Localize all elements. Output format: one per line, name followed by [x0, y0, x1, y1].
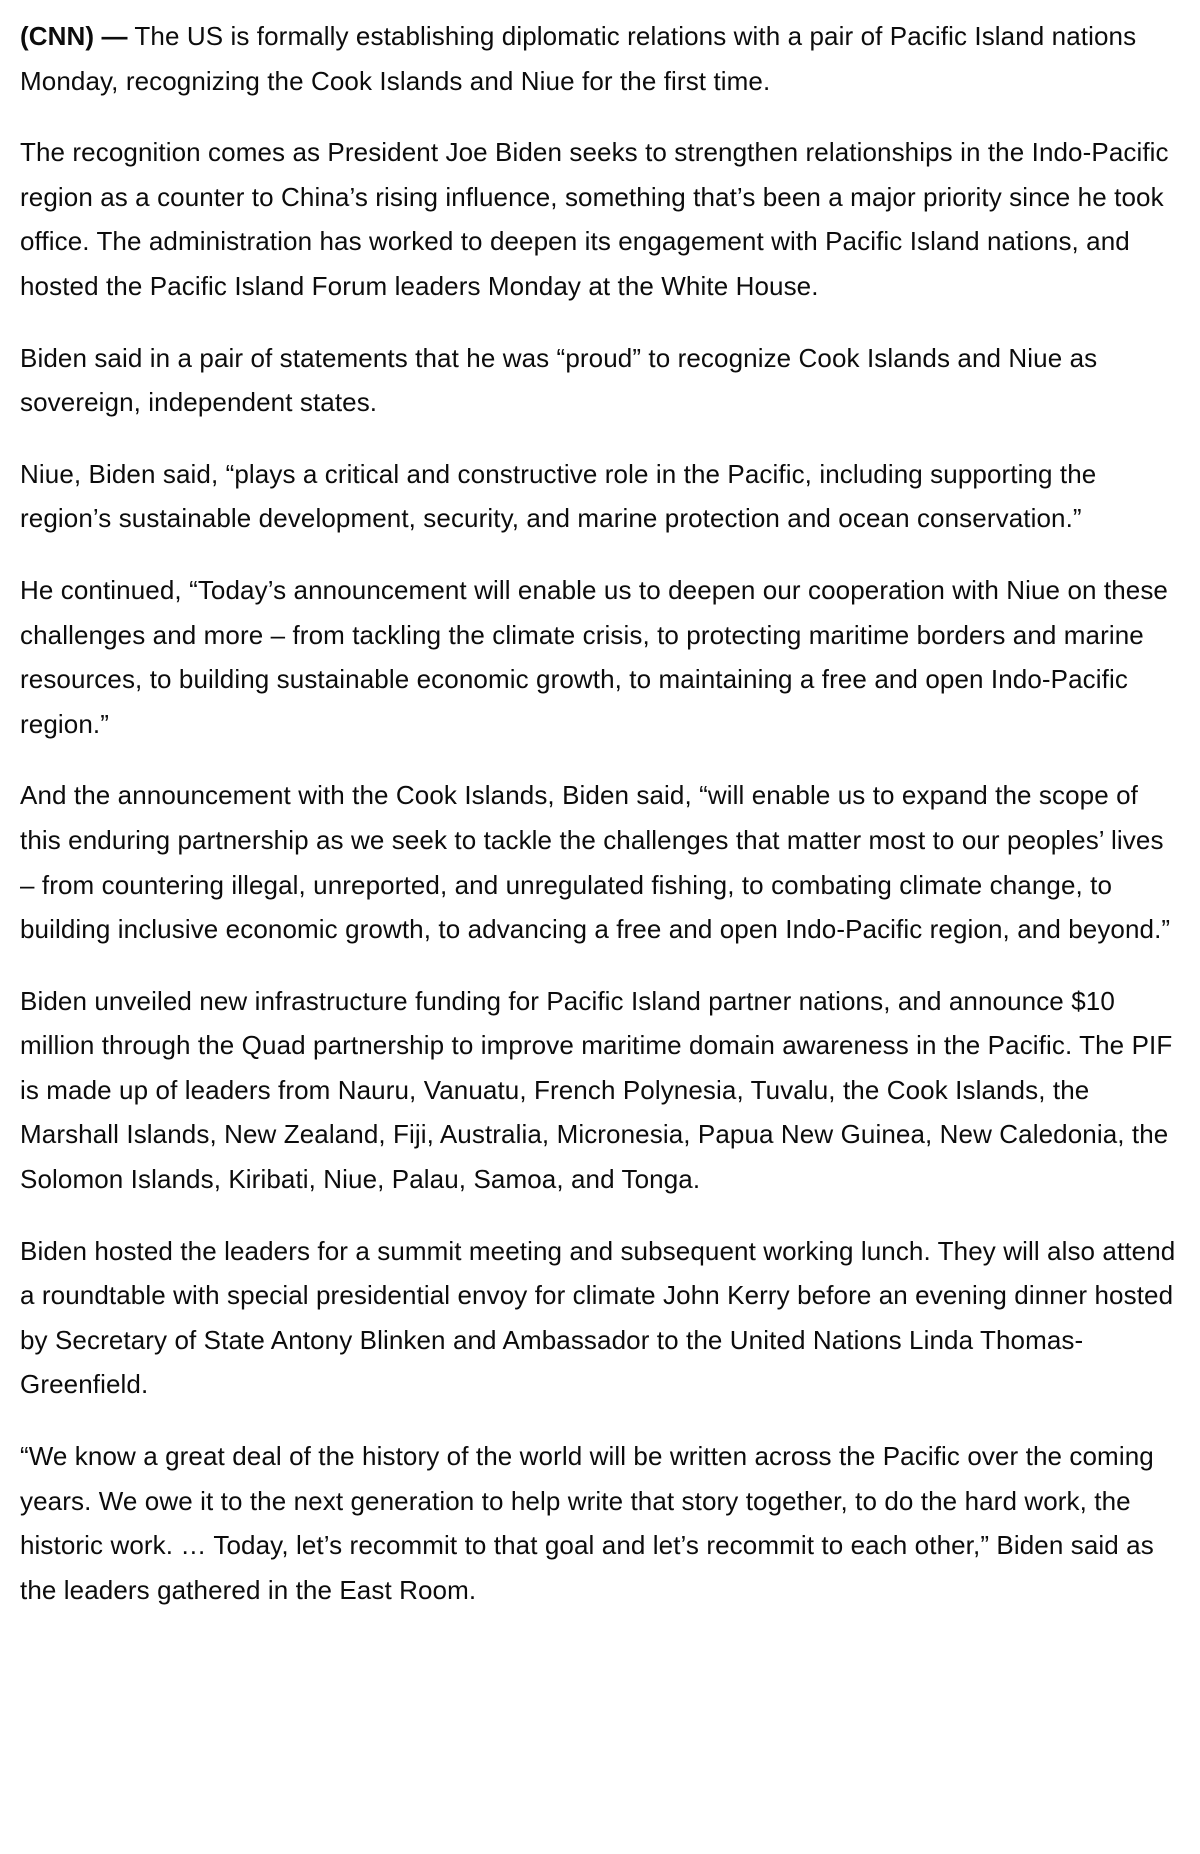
article-body: [20, 14, 1180, 1612]
article-paragraph: And the announcement with the Cook Islands, Biden said, “will enable us to expand the scope of this enduring partnership as we seek to tackle the challenges that matter most to our peoples’ lives – from countering illegal, unreported, and unregulated fishing, to combating climate change, to building inclusive economic growth, to advancing a free and open Indo-Pacific region, and beyond.”: [20, 780, 1171, 945]
article-paragraph: Biden unveiled new infrastructure funding for Pacific Island partner nations, and announce $10 million through the Quad partnership to improve maritime domain awareness in the Pacific. The PIF is made up of leaders from Nauru, Vanuatu, French Polynesia, Tuvalu, the Cook Islands, the Marshall Islands, New Zealand, Fiji, Australia, Micronesia, Papua New Guinea, New Caledonia, the Solomon Islands, Kiribati, Niue, Palau, Samoa, and Tonga.: [20, 985, 1173, 1195]
lead-text: The US is formally establishing diplomatic relations with a pair of Pacific Island nations Monday, recognizing the Cook Islands and Niue for the first time.: [20, 21, 1137, 96]
article-paragraph: Biden said in a pair of statements that he was “proud” to recognize Cook Islands and Niue as sovereign, independent states.: [20, 342, 1098, 418]
article-paragraph: The recognition comes as President Joe Biden seeks to strengthen relationships in the Indo-Pacific region as a counter to China’s rising influence, something that’s been a major priority since he took office. The administration has worked to deepen its engagement with Pacific Island nations, and hosted the Pacific Island Forum leaders Monday at the White House.: [20, 137, 1169, 301]
article-paragraph: Biden hosted the leaders for a summit meeting and subsequent working lunch. They will also attend a roundtable with special presidential envoy for climate John Kerry before an evening dinner hosted by Secretary of State Antony Blinken and Ambassador to the United Nations Linda Thomas-Greenfield.: [20, 1235, 1176, 1400]
article-paragraph: Niue, Biden said, “plays a critical and constructive role in the Pacific, including supporting the region’s sustainable development, security, and marine protection and ocean conservation.”: [20, 458, 1097, 534]
article-paragraph: He continued, “Today’s announcement will enable us to deepen our cooperation with Niue on these challenges and more – from tackling the climate crisis, to protecting maritime borders and marine resources, to building sustainable economic growth, to maintaining a free and open Indo-Pacific region.”: [20, 574, 1168, 739]
article-paragraph-lead: [20, 14, 1180, 103]
dateline: (CNN) —: [20, 21, 128, 51]
article-paragraph: “We know a great deal of the history of the world will be written across the Pacific over the coming years. We owe it to the next generation to help write that story together, to do the hard work, the historic work. … Today, let’s recommit to that goal and let’s recommit to each other,” Biden said as the leaders gathered in the East Room.: [20, 1441, 1154, 1605]
